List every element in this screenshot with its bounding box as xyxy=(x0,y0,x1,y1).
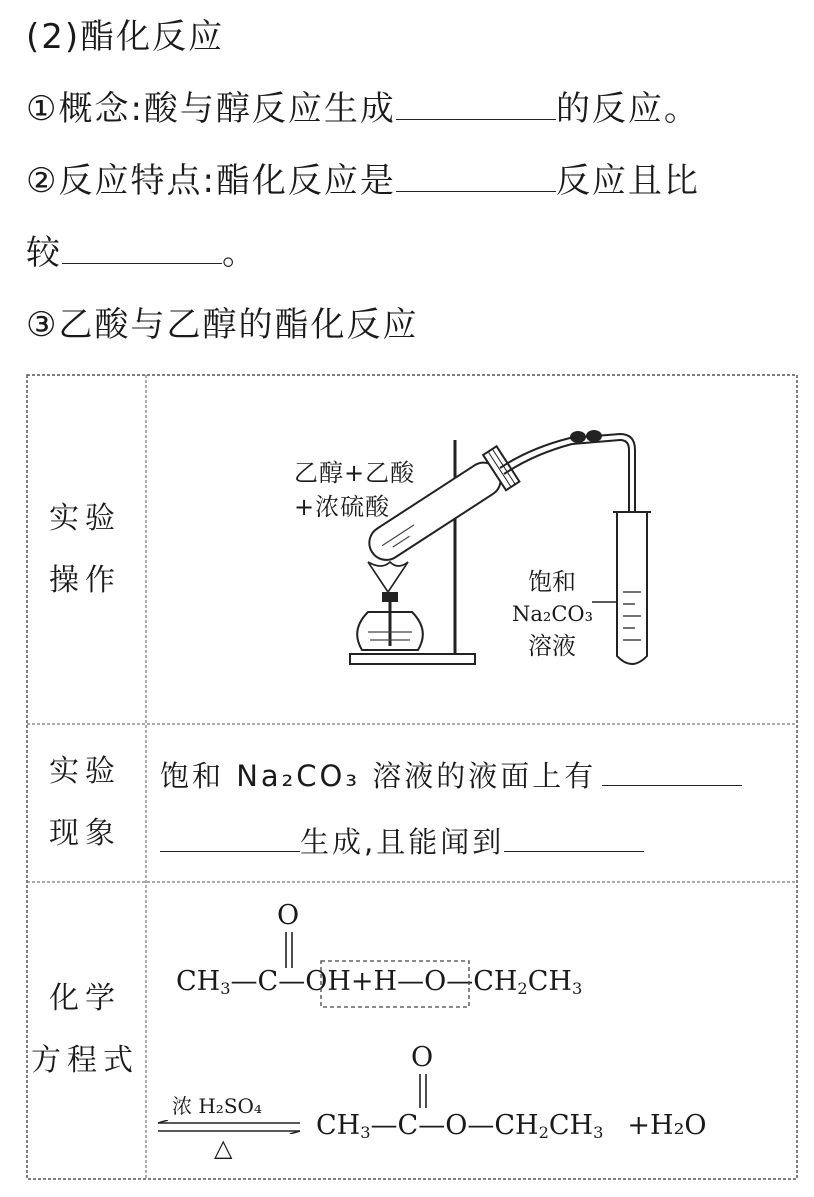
solution-label xyxy=(512,566,592,662)
feature-prefix: ②反应特点:酯化反应是 xyxy=(26,161,396,201)
feature-middle: 反应且比 xyxy=(555,161,700,201)
reactant-double-bond xyxy=(282,932,296,970)
dashed-reaction-box xyxy=(320,960,470,1008)
concept-line xyxy=(26,89,700,129)
row-label-phenomenon-1: 实验 xyxy=(49,754,121,789)
receiving-tube xyxy=(613,512,651,664)
observation-line-1 xyxy=(160,754,742,795)
row-label-equation-2: 方程式 xyxy=(31,1043,139,1078)
product-equation: $CH_3—C—O—CH_2CH_3 +H_2O$ xyxy=(316,1110,707,1143)
observation-text-2: 生成,且能闻到 xyxy=(300,825,505,859)
answer-blank-observation-1[interactable] xyxy=(602,783,742,786)
row-label-equation xyxy=(26,968,144,1092)
row-label-phenomenon-2: 现象 xyxy=(49,816,121,851)
row-label-operation-2: 操作 xyxy=(49,563,121,598)
feature-line-2 xyxy=(26,233,258,273)
product-carbonyl-o: O xyxy=(411,1042,434,1073)
section-heading: (2)酯化反应 xyxy=(26,17,225,57)
solution-label-3: 溶液 xyxy=(528,632,576,660)
equilibrium-arrow xyxy=(156,1120,302,1134)
answer-blank-observation-3[interactable] xyxy=(504,849,644,852)
reactant-equation: $CH_3—C—OH+H—O—CH_2CH_3$ xyxy=(176,966,583,999)
row-label-operation xyxy=(26,488,144,612)
reactants-label-1: 乙醇+乙酸 xyxy=(294,459,416,487)
feature-line2-prefix: 较 xyxy=(26,233,62,273)
reactants-label-2: +浓硫酸 xyxy=(294,493,391,521)
answer-blank-concept[interactable] xyxy=(396,117,556,120)
observation-line-2 xyxy=(160,820,644,861)
row-label-equation-1: 化学 xyxy=(49,981,121,1016)
feature-line2-suffix: 。 xyxy=(222,233,258,273)
stand-base xyxy=(350,654,475,664)
answer-blank-feature-1[interactable] xyxy=(396,189,556,192)
answer-blank-observation-2[interactable] xyxy=(160,849,300,852)
solution-label-2: Na₂CO₃ xyxy=(512,602,594,626)
solution-label-1: 饱和 xyxy=(528,568,576,596)
reactants-label xyxy=(294,456,415,524)
concept-suffix: 的反应。 xyxy=(555,89,700,129)
reaction-condition-bottom: △ xyxy=(214,1134,233,1162)
product-double-bond xyxy=(416,1074,430,1110)
observation-text-1: 饱和 Na₂CO₃ 溶液的液面上有 xyxy=(160,759,597,793)
alcohol-lamp xyxy=(357,562,423,650)
reactant-carbonyl-o: O xyxy=(277,900,300,931)
reaction-condition-top: 浓 H₂SO₄ xyxy=(172,1094,262,1118)
row-label-operation-1: 实验 xyxy=(49,501,121,536)
concept-prefix: ①概念:酸与醇反应生成 xyxy=(26,89,396,129)
row-label-phenomenon xyxy=(26,741,144,865)
reaction-title: ③乙酸与乙醇的酯化反应 xyxy=(26,305,419,345)
answer-blank-feature-2[interactable] xyxy=(62,261,222,264)
feature-line xyxy=(26,161,700,201)
